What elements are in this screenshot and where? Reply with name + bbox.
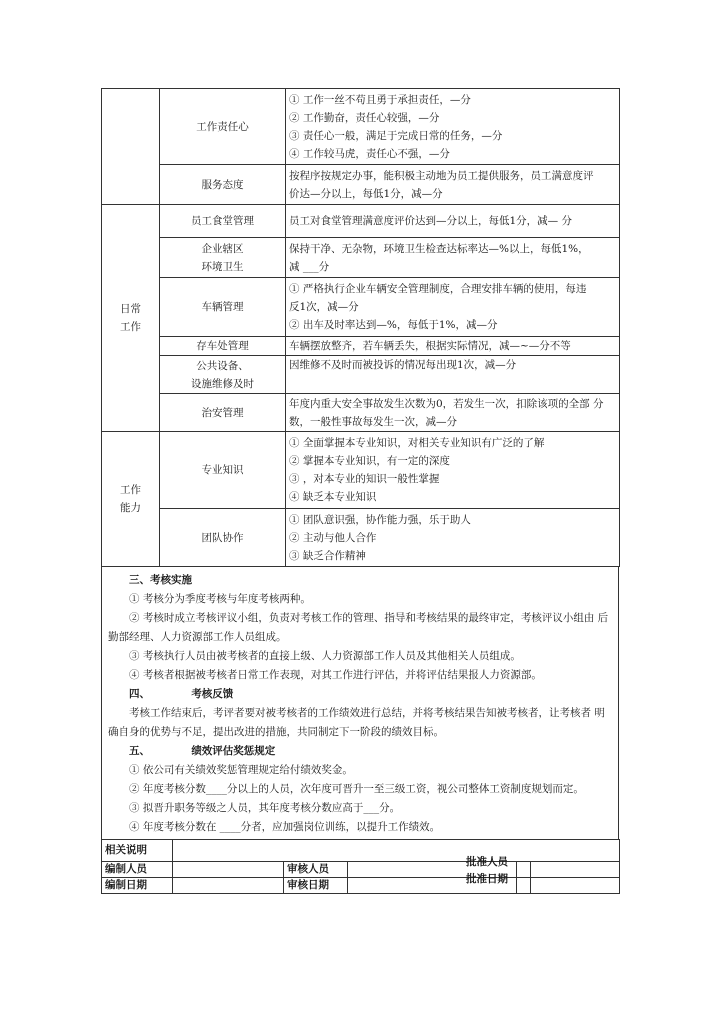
section-heading: [108, 685, 612, 704]
author-date-field[interactable]: [173, 878, 284, 894]
criterion-label: 治安管理: [160, 394, 286, 432]
paragraph: ① 考核分为季度考核与年度考核两种。: [129, 593, 311, 605]
description-line: ② 主动与他人合作: [289, 531, 377, 544]
reviewer-label: 审核人员: [284, 862, 348, 878]
description-line: ④ 缺乏本专业知识: [289, 491, 377, 503]
description-line: 反1次，减—分: [289, 301, 359, 313]
description-line: ③ 责任心一般，满足于完成日常的任务，—分: [289, 129, 503, 142]
criterion-label: 服务态度: [160, 165, 286, 205]
section-heading: [108, 742, 612, 761]
criterion-description: 因维修不及时而被投诉的情况每出现1次，减—分: [286, 356, 620, 394]
criterion-description: [286, 165, 620, 205]
category-label: 日常: [120, 303, 141, 315]
description-line: 减 ___分: [289, 260, 330, 273]
paragraph: ④ 考核者根据被考核者日常工作表现，对其工作进行评估，并将评估结果报人力资源部。: [129, 669, 542, 681]
section-number: 四、: [129, 688, 150, 700]
approver-field[interactable]: [531, 862, 620, 878]
approver-date-label: [517, 878, 531, 894]
criterion-description: [286, 238, 620, 278]
description-line: 年度内重大安全事故发生次数为0，若发生一次，扣除该项的全部 分: [289, 397, 604, 410]
criterion-label: [160, 238, 286, 278]
paragraph: 考核工作结束后，考评者要对被考核者的工作绩效进行总结，并将考核结果告知被考核者，让考核者 明确自身的优势与不足，提出改进的措施，共同制定下一阶段的绩效目标。: [108, 707, 605, 738]
notes-label: 相关说明: [102, 840, 173, 862]
description-line: ① 工作一丝不苟且勇于承担责任，—分: [289, 93, 471, 106]
criterion-label: 团队协作: [160, 509, 286, 567]
paragraph: ① 依公司有关绩效奖惩管理规定给付绩效奖金。: [129, 764, 353, 776]
table-row: [102, 337, 620, 356]
criterion-description: 员工对食堂管理满意度评价达到—分以上，每低1分，减— 分: [286, 205, 620, 238]
table-row: [102, 165, 620, 205]
description-line: 价达—分以上，每低1分，减—分: [289, 187, 443, 200]
author-label: 编制人员: [102, 862, 173, 878]
criterion-description: [286, 509, 620, 567]
criterion-label-line: 环境卫生: [201, 260, 244, 273]
description-line: ① 严格执行企业车辆安全管理制度，合理安排车辆的使用，每违: [289, 283, 587, 295]
description-line: 保持干净、无杂物，环境卫生检查达标率达—%以上，每低1%，: [289, 242, 589, 255]
category-daily-work: [102, 205, 160, 432]
criterion-description: [286, 394, 620, 432]
paragraph: ④ 年度考核分数在 ____分者，应加强岗位训练，以提升工作绩效。: [129, 821, 441, 833]
signature-table: [101, 839, 620, 894]
description-line: ③ ，对本专业的知识一般性掌握: [289, 473, 440, 485]
approver-date-field[interactable]: [531, 878, 620, 894]
paragraph: ③ 考核执行人员由被考核者的直接上级、人力资源部工作人员及其他相关人员组成。: [129, 650, 521, 662]
paragraph: ③ 拟晋升职务等级之人员，其年度考核分数应高于___分。: [129, 802, 401, 814]
table-row: [102, 840, 620, 862]
criterion-label: 车辆管理: [160, 278, 286, 337]
criterion-label: [160, 356, 286, 394]
criterion-label: 专业知识: [160, 432, 286, 509]
document-page: [101, 88, 619, 894]
approver-date-label-text: 批准日期: [466, 873, 508, 885]
description-line: ① 团队意识强，协作能力强，乐于助人: [289, 513, 471, 526]
description-line: 数，一般性事故每发生一次，减—分: [289, 415, 457, 428]
table-row: [102, 878, 620, 894]
description-line: ③ 缺乏合作精神: [289, 549, 366, 562]
description-line: ② 工作勤奋，责任心较强，—分: [289, 111, 440, 124]
text-sections: [101, 567, 619, 839]
paragraph: ② 年度考核分数____分以上的人员，次年度可晋升一至三级工资，视公司整体工资制度规划而定。: [129, 783, 584, 795]
section-title: 考核反馈: [191, 688, 234, 700]
table-row: [102, 394, 620, 432]
assessment-table: [101, 88, 620, 567]
table-row: [102, 238, 620, 278]
category-label: 工作: [120, 484, 141, 496]
table-row: [102, 356, 620, 394]
section-heading: 三、考核实施: [129, 574, 192, 586]
category-label: 工作: [120, 321, 141, 333]
table-row: [102, 862, 620, 878]
approver-label: [517, 862, 531, 878]
criterion-label-line: 企业辖区: [201, 242, 244, 255]
approver-label-text: 批准人员: [466, 856, 508, 868]
description-line: ① 全面掌握本专业知识，对相关专业知识有广泛的了解: [289, 437, 545, 449]
category-work-ability: [102, 432, 160, 567]
paragraph: ② 考核时成立考核评议小组，负责对考核工作的管理、指导和考核结果的最终审定，考核评议小组由 后勤部经理、人力资源部工作人员组成。: [108, 612, 609, 643]
category-cell: [102, 89, 160, 205]
category-label: 能力: [120, 502, 141, 514]
section-number: 五、: [129, 745, 150, 757]
reviewer-date-label: 审核日期: [284, 878, 348, 894]
description-line: ② 出车及时率达到—%，每低于1%，减—分: [289, 319, 498, 331]
table-row: [102, 205, 620, 238]
criterion-description: [286, 278, 620, 337]
criterion-label: 存车处管理: [160, 337, 286, 356]
description-line: ④ 工作较马虎，责任心不强，—分: [289, 147, 450, 160]
table-row: [102, 432, 620, 509]
criterion-label: 员工食堂管理: [160, 205, 286, 238]
criterion-label-line: 设施维修及时: [191, 377, 254, 390]
criterion-label: 工作责任心: [160, 89, 286, 165]
description-line: ② 掌握本专业知识，有一定的深度: [289, 455, 450, 467]
description-line: 按程序按规定办事，能积极主动地为员工提供服务，员工满意度评: [289, 169, 594, 182]
table-row: [102, 89, 620, 165]
criterion-description: [286, 432, 620, 509]
table-row: [102, 509, 620, 567]
notes-field[interactable]: [173, 840, 620, 862]
author-field[interactable]: [173, 862, 284, 878]
table-row: [102, 278, 620, 337]
author-date-label: 编制日期: [102, 878, 173, 894]
section-title: 绩效评估奖惩规定: [191, 745, 276, 757]
criterion-description: 车辆摆放整齐，若车辆丢失，根据实际情况，减—~—分不等: [286, 337, 620, 356]
criterion-label-line: 公共设备、: [196, 359, 249, 372]
criterion-description: [286, 89, 620, 165]
